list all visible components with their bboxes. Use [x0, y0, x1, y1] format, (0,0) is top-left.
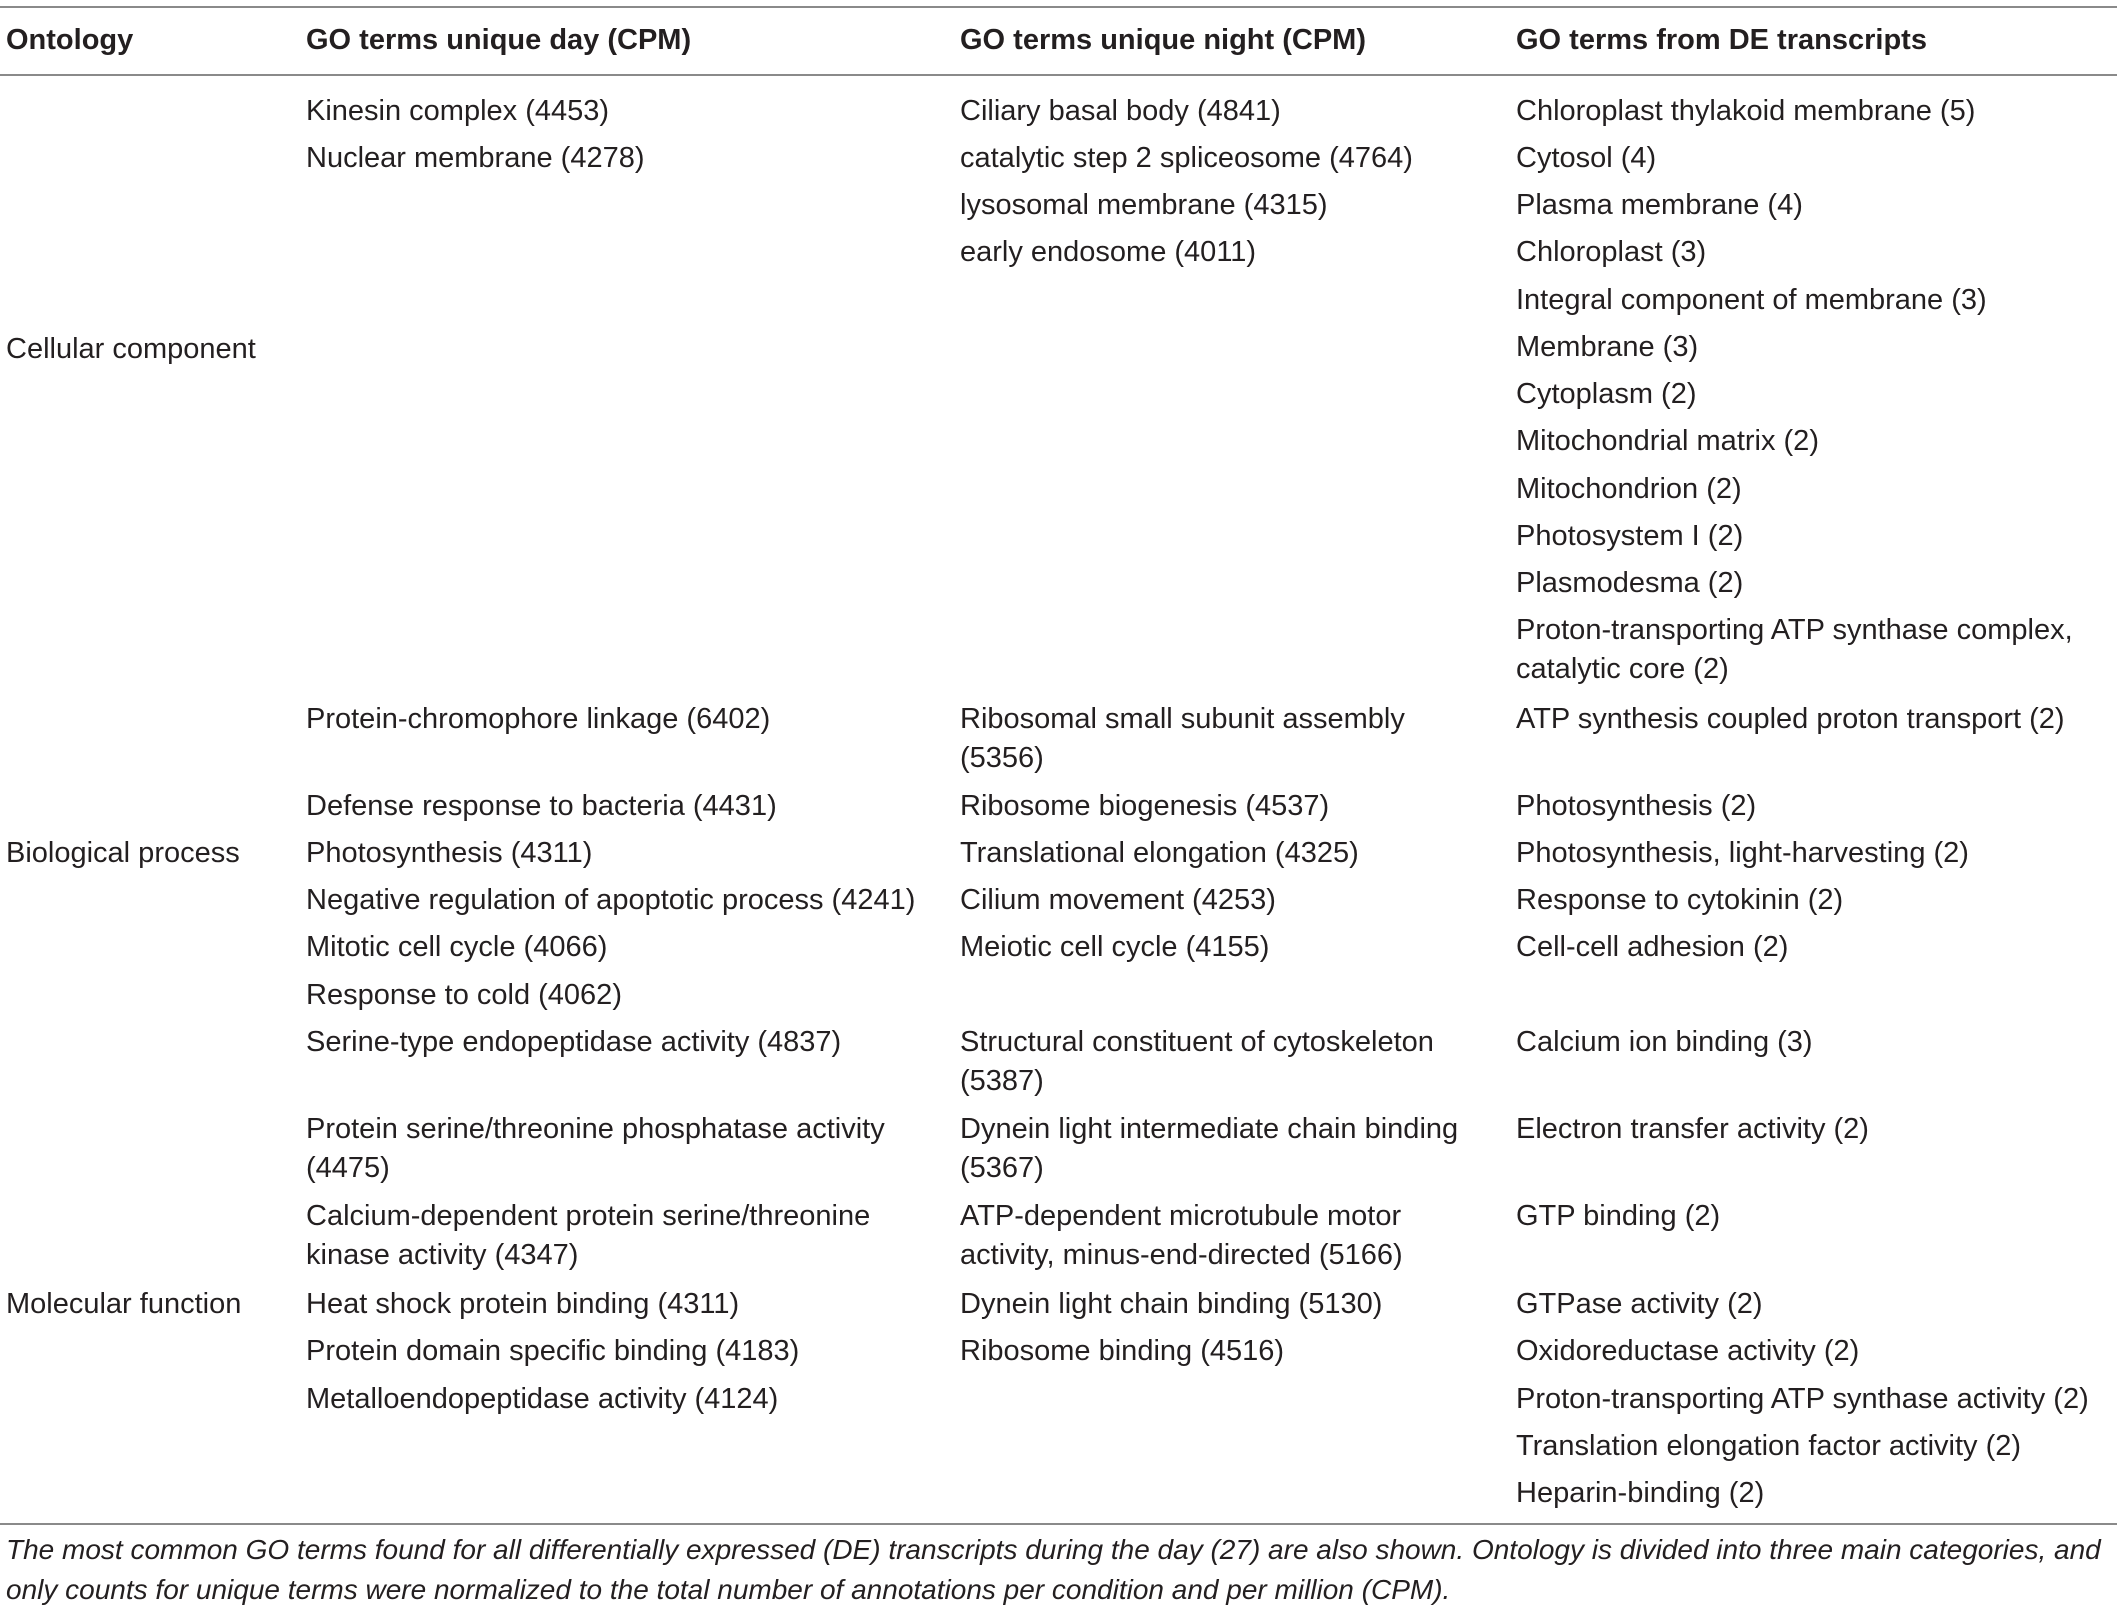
table-cell: GTPase activity (2)	[1516, 1288, 1763, 1320]
table-cell: Ribosome binding (4516)	[960, 1335, 1285, 1367]
table-cell: Kinesin complex (4453)	[306, 95, 610, 127]
table-cell: Defense response to bacteria (4431)	[306, 790, 777, 822]
table-cell: Metalloendopeptidase activity (4124)	[306, 1383, 779, 1415]
table-cell: Nuclear membrane (4278)	[306, 142, 645, 174]
table-cell: Response to cytokinin (2)	[1516, 884, 1844, 916]
table-cell: Calcium-dependent protein serine/threonine	[306, 1200, 871, 1232]
table-cell: (5367)	[960, 1152, 1044, 1184]
table-cell: Chloroplast thylakoid membrane (5)	[1516, 95, 1976, 127]
table-cell: Mitotic cell cycle (4066)	[306, 931, 608, 963]
table-top-rule	[0, 6, 2117, 8]
table-cell: GTP binding (2)	[1516, 1200, 1721, 1232]
table-cell: Protein domain specific binding (4183)	[306, 1335, 800, 1367]
table-cell: activity, minus-end-directed (5166)	[960, 1239, 1403, 1271]
table-cell: Plasmodesma (2)	[1516, 567, 1744, 599]
table-cell: Proton-transporting ATP synthase complex,	[1516, 614, 2073, 646]
table-cell: Ciliary basal body (4841)	[960, 95, 1281, 127]
table-cell: Photosynthesis (2)	[1516, 790, 1757, 822]
table-cell: Translation elongation factor activity (2)	[1516, 1430, 2022, 1462]
table-cell: Dynein light intermediate chain binding	[960, 1113, 1459, 1145]
table-cell: Proton-transporting ATP synthase activity (2)	[1516, 1383, 2089, 1415]
table-cell: Translational elongation (4325)	[960, 837, 1359, 869]
table-cell: Calcium ion binding (3)	[1516, 1026, 1813, 1058]
table-cell: lysosomal membrane (4315)	[960, 189, 1328, 221]
table-cell: Protein serine/threonine phosphatase activity	[306, 1113, 885, 1145]
table-cell: Protein-chromophore linkage (6402)	[306, 703, 771, 735]
table-cell: Meiotic cell cycle (4155)	[960, 931, 1270, 963]
table-cell: kinase activity (4347)	[306, 1239, 579, 1271]
header-ontology: Ontology	[6, 24, 134, 56]
table-cell: Plasma membrane (4)	[1516, 189, 1803, 221]
header-rule	[0, 74, 2117, 76]
table-cell: catalytic step 2 spliceosome (4764)	[960, 142, 1413, 174]
table-cell: Cilium movement (4253)	[960, 884, 1276, 916]
table-cell: Heat shock protein binding (4311)	[306, 1288, 740, 1320]
table-cell: (5387)	[960, 1065, 1044, 1097]
table-cell: Oxidoreductase activity (2)	[1516, 1335, 1860, 1367]
table-cell: Cell-cell adhesion (2)	[1516, 931, 1789, 963]
ontology-molecular-function: Molecular function	[6, 1288, 242, 1320]
table-footnote: The most common GO terms found for all differentially expressed (DE) transcripts during the day (27) are also shown. Ontology is divided into three main categories, and only counts for unique terms were normalized to the total number of annotations per condition and per million (CPM).	[6, 1534, 2101, 1605]
table-cell: ATP-dependent microtubule motor	[960, 1200, 1402, 1232]
table-cell: Cytoplasm (2)	[1516, 378, 1697, 410]
table-cell: (4475)	[306, 1152, 390, 1184]
table-cell: early endosome (4011)	[960, 236, 1257, 268]
table-cell: Cytosol (4)	[1516, 142, 1657, 174]
table-cell: catalytic core (2)	[1516, 653, 1729, 685]
ontology-biological-process: Biological process	[6, 837, 240, 869]
header-unique-day: GO terms unique day (CPM)	[306, 24, 692, 56]
table-bottom-rule	[0, 1523, 2117, 1525]
table-cell: Mitochondrion (2)	[1516, 473, 1742, 505]
table-cell: Photosystem I (2)	[1516, 520, 1744, 552]
table-cell: Photosynthesis (4311)	[306, 837, 593, 869]
table-cell: Integral component of membrane (3)	[1516, 284, 1987, 316]
table-cell: Structural constituent of cytoskeleton	[960, 1026, 1434, 1058]
table-cell: Mitochondrial matrix (2)	[1516, 425, 1819, 457]
table-cell: Photosynthesis, light-harvesting (2)	[1516, 837, 1969, 869]
header-de-transcripts: GO terms from DE transcripts	[1516, 24, 1927, 56]
table-cell: Ribosomal small subunit assembly	[960, 703, 1405, 735]
ontology-cellular-component: Cellular component	[6, 333, 256, 365]
table-cell: Dynein light chain binding (5130)	[960, 1288, 1383, 1320]
header-unique-night: GO terms unique night (CPM)	[960, 24, 1366, 56]
table-cell: Chloroplast (3)	[1516, 236, 1707, 268]
table-cell: Heparin-binding (2)	[1516, 1477, 1765, 1509]
table-cell: ATP synthesis coupled proton transport (2)	[1516, 703, 2065, 735]
table-cell: Negative regulation of apoptotic process (4241)	[306, 884, 916, 916]
table-cell: Membrane (3)	[1516, 331, 1699, 363]
table-cell: Response to cold (4062)	[306, 979, 622, 1011]
table-cell: Serine-type endopeptidase activity (4837)	[306, 1026, 842, 1058]
table-cell: Electron transfer activity (2)	[1516, 1113, 1869, 1145]
table-cell: Ribosome biogenesis (4537)	[960, 790, 1330, 822]
table-cell: (5356)	[960, 742, 1044, 774]
